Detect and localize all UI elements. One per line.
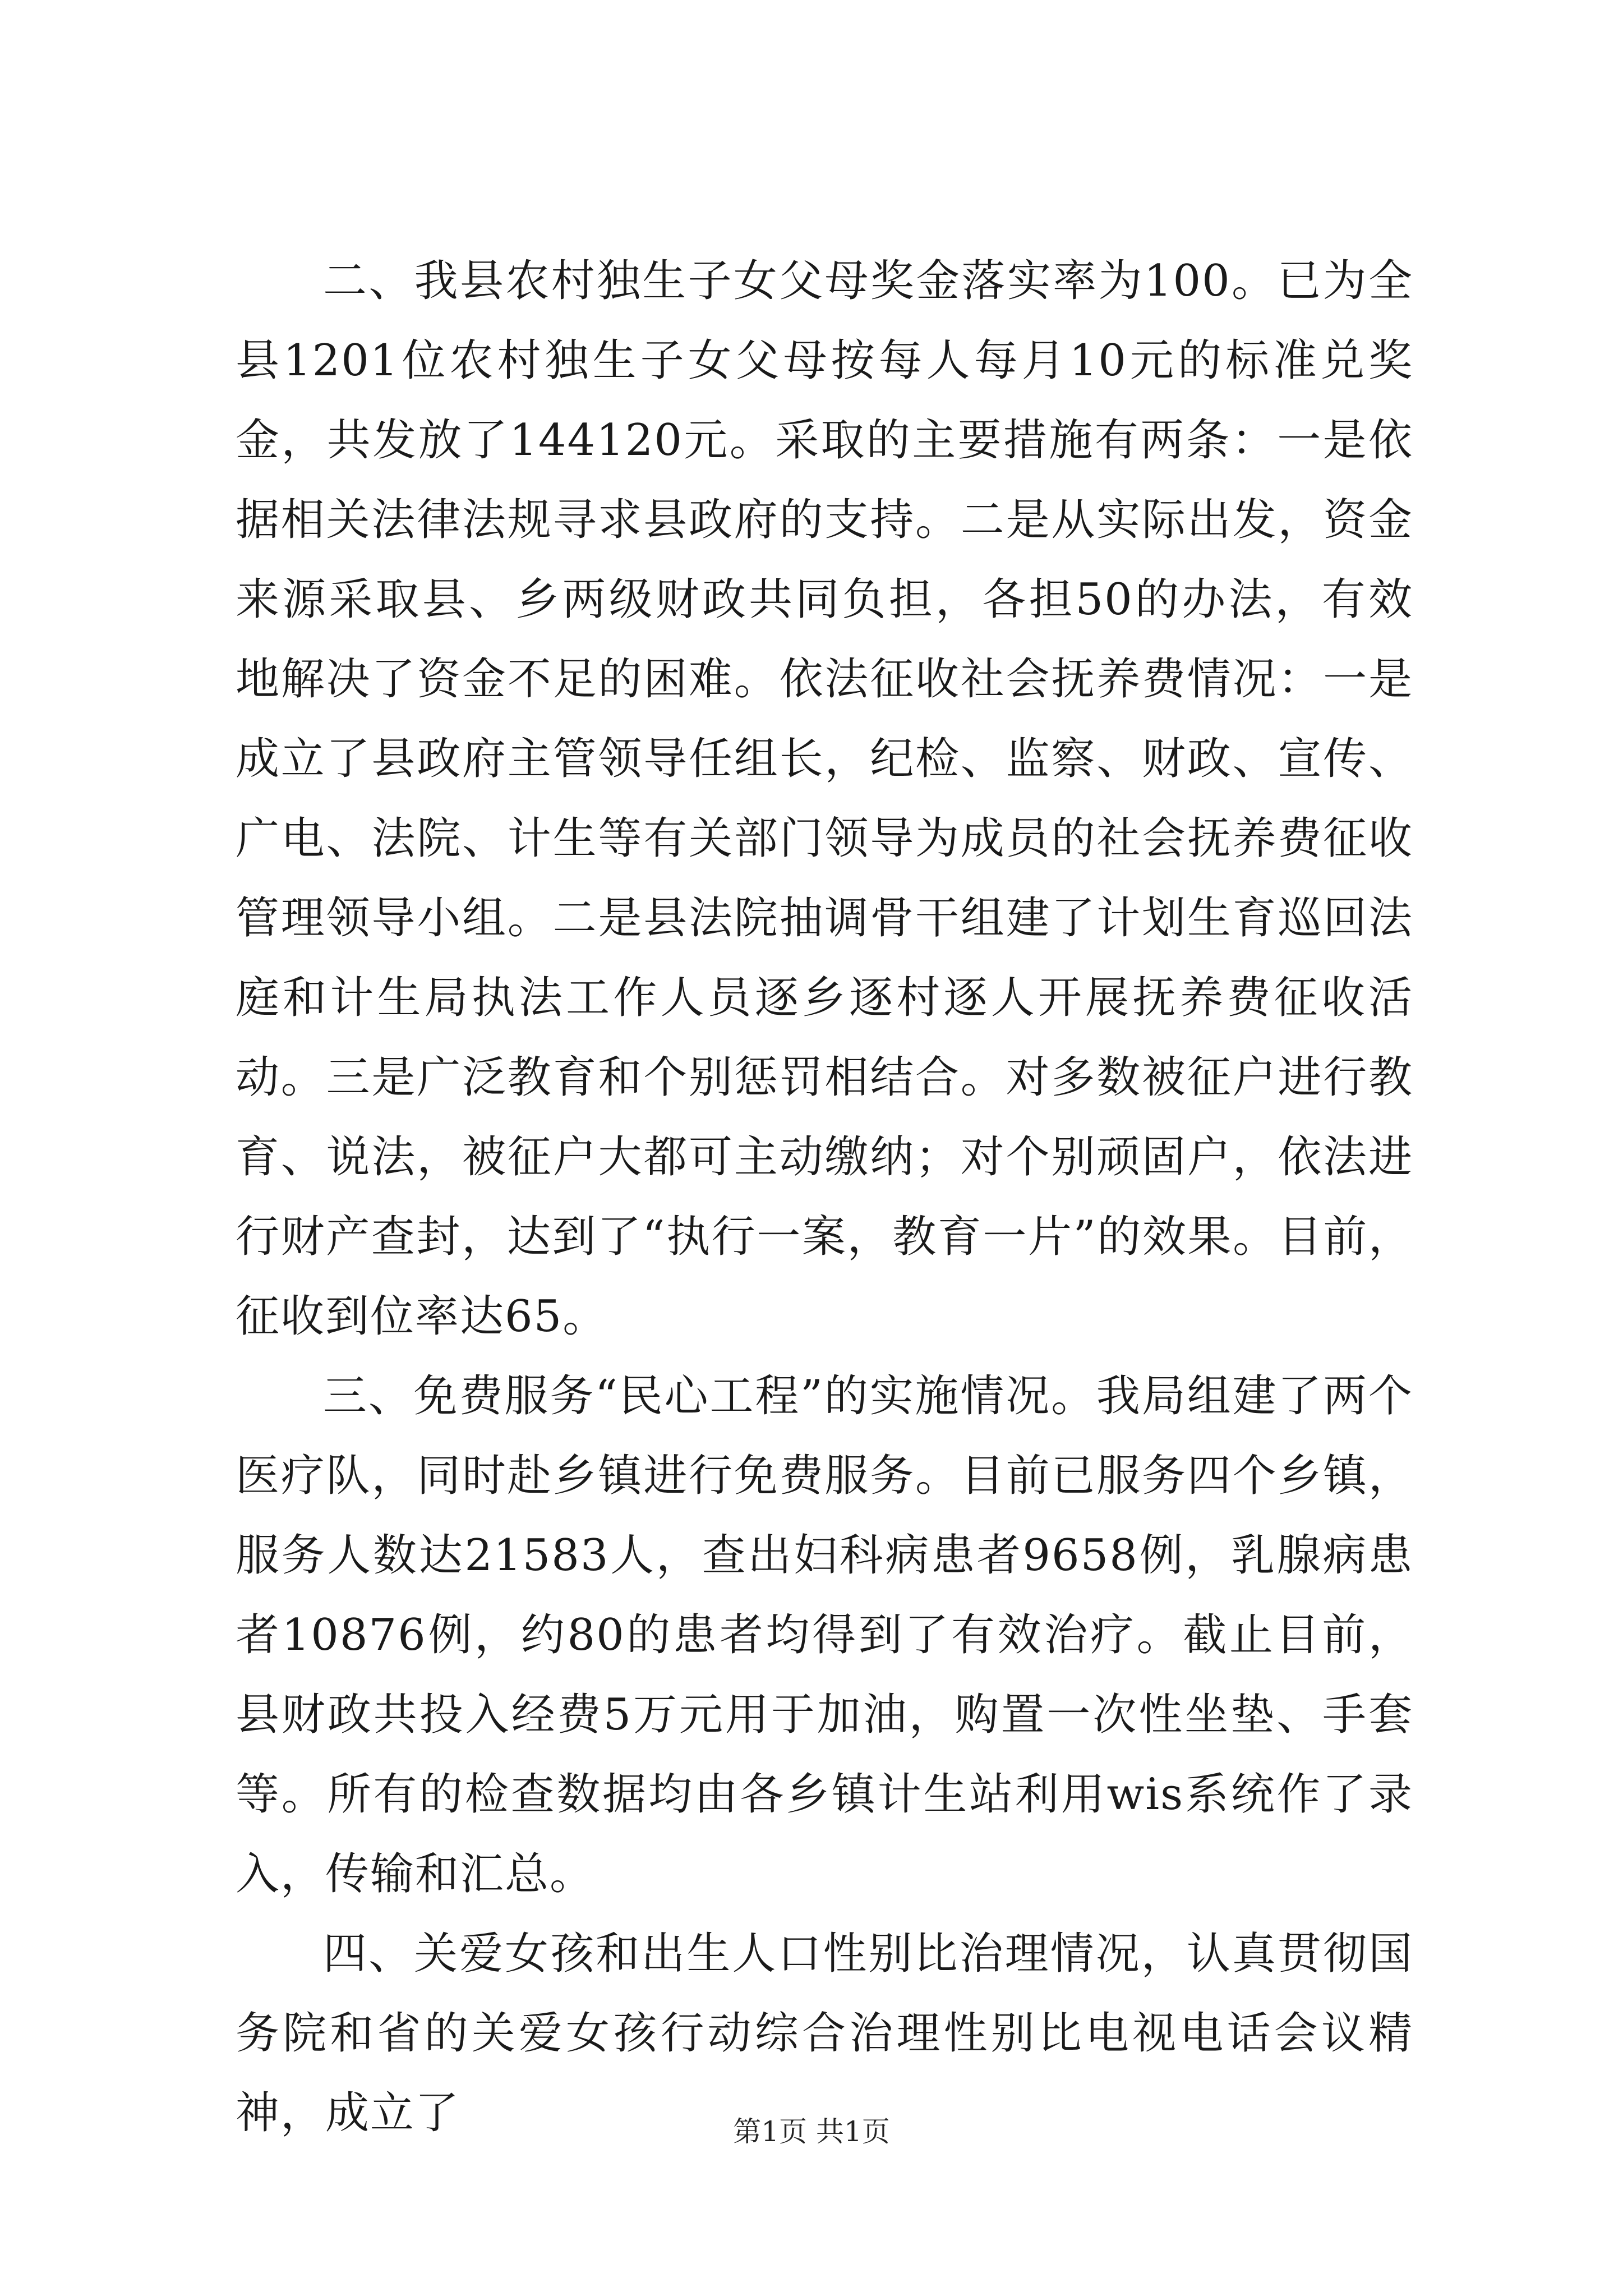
- paragraph-2: 二、我县农村独生子女父母奖金落实率为100。已为全县1201位农村独生子女父母按每人每月10元的标准兑奖金，共发放了144120元。采取的主要措施有两条：一是依据相关法律法规寻求县政府的支持。二是从实际出发，资金来源采取县、乡两级财政共同负担，各担50的办法，有效地解决了资金不足的困难。依法征收社会抚养费情况：一是成立了县政府主管领导任组长，纪检、监察、财政、宣传、广电、法院、计生等有关部门领导为成员的社会抚养费征收管理领导小组。二是县法院抽调骨干组建了计划生育巡回法庭和计生局执法工作人员逐乡逐村逐人开展抚养费征收活动。三是广泛教育和个别惩罚相结合。对多数被征户进行教育、说法，被征户大都可主动缴纳；对个别顽固户，依法进行财产查封，达到了“执行一案，教育一片”的效果。目前，征收到位率达65。: [236, 256, 1413, 1342]
- paragraph-3: 三、免费服务“民心工程”的实施情况。我局组建了两个医疗队，同时赴乡镇进行免费服务。目前已服务四个乡镇，服务人数达21583人，查出妇科病患者9658例，乳腺病患者10876例，约80的患者均得到了有效治疗。截止目前，县财政共投入经费5万元用于加油，购置一次性坐垫、手套等。所有的检查数据均由各乡镇计生站利用wis系统作了录入，传输和汇总。: [236, 1371, 1413, 1899]
- page-footer: 第1页 共1页: [733, 2115, 890, 2148]
- paragraph-4: 四、关爱女孩和出生人口性别比治理情况，认真贯彻国务院和省的关爱女孩行动综合治理性别比电视电话会议精神，成立了: [236, 1929, 1413, 2138]
- document-body: [236, 241, 1413, 2153]
